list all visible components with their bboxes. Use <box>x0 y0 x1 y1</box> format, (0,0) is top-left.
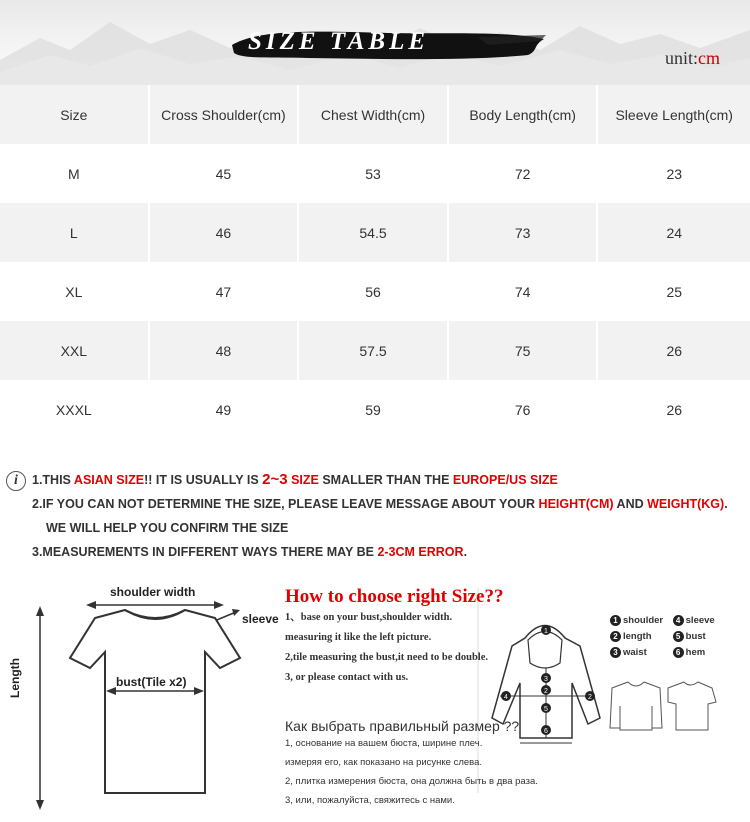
note-text: 3.MEASUREMENTS IN DIFFERENT WAYS THERE MAY BE <box>32 545 378 559</box>
table-cell: 75 <box>449 321 597 380</box>
table-cell: 25 <box>598 262 750 321</box>
note-highlight: SIZE <box>287 473 319 487</box>
svg-text:5: 5 <box>544 706 548 713</box>
column-header: Sleeve Length(cm) <box>598 85 750 144</box>
note-text: AND <box>613 497 648 511</box>
note-highlight: EUROPE/US SIZE <box>452 473 558 487</box>
legend-item <box>610 613 670 629</box>
column-header: Chest Width(cm) <box>299 85 447 144</box>
table-cell: 57.5 <box>299 321 447 380</box>
unit-label <box>665 48 720 69</box>
table-cell: XL <box>0 262 148 321</box>
legend-label: sleeve <box>685 615 715 626</box>
table-cell: 49 <box>150 380 298 439</box>
guide-ru-title: Как выбрать правильный размер ?? <box>285 718 520 734</box>
table-cell: 23 <box>598 144 750 203</box>
legend-label: length <box>623 631 652 642</box>
guide-line: 1、base on your bust,shoulder width. <box>285 612 453 623</box>
note-1 <box>6 468 746 492</box>
table-cell: 72 <box>449 144 597 203</box>
note-text: 2.IF YOU CAN NOT DETERMINE THE SIZE, PLEASE LEAVE MESSAGE ABOUT YOUR <box>32 497 539 511</box>
legend-label: waist <box>623 647 647 658</box>
note-highlight: 2~3 <box>262 471 288 488</box>
legend-item <box>610 645 670 661</box>
legend-label: bust <box>685 631 706 642</box>
note-text: SMALLER THAN THE <box>318 473 453 487</box>
column-header: Cross Shoulder(cm) <box>150 85 298 144</box>
table-cell: 24 <box>598 203 750 262</box>
svg-text:1: 1 <box>544 628 548 635</box>
note-text: . <box>724 497 728 511</box>
guide-line: measuring it like the left picture. <box>285 632 432 643</box>
note-highlight: WEIGHT(KG) <box>647 497 725 511</box>
legend-number: 1 <box>610 615 621 626</box>
svg-text:6: 6 <box>544 728 548 735</box>
table-cell: 73 <box>449 203 597 262</box>
guide-line: 2,tile measuring the bust,it need to be double. <box>285 652 489 663</box>
table-cell: 47 <box>150 262 298 321</box>
measurement-diagram <box>0 578 750 822</box>
length-label: Length <box>8 658 22 698</box>
table-cell: 56 <box>299 262 447 321</box>
note-highlight: HEIGHT(CM) <box>538 497 614 511</box>
svg-text:2: 2 <box>544 688 548 695</box>
note-highlight: 2-3CM ERROR <box>377 545 464 559</box>
table-cell: 76 <box>449 380 597 439</box>
legend-number: 6 <box>673 647 684 658</box>
size-notes <box>6 468 746 564</box>
note-highlight: ASIAN SIZE <box>73 473 145 487</box>
column-header: Size <box>0 85 148 144</box>
table-cell: XXL <box>0 321 148 380</box>
table-cell: M <box>0 144 148 203</box>
table-cell: 54.5 <box>299 203 447 262</box>
note-2 <box>6 492 746 516</box>
legend-label: hem <box>685 647 706 658</box>
legend-number: 5 <box>673 631 684 642</box>
unit-value: cm <box>698 48 720 68</box>
legend-number: 4 <box>673 615 684 626</box>
legend-item <box>673 613 733 629</box>
header-banner <box>0 0 750 85</box>
table-cell: 74 <box>449 262 597 321</box>
table-cell: L <box>0 203 148 262</box>
table-cell: 45 <box>150 144 298 203</box>
size-guide-text <box>285 586 538 810</box>
note-2-line-2: WE WILL HELP YOU CONFIRM THE SIZE <box>46 521 289 535</box>
table-cell: 48 <box>150 321 298 380</box>
column-header: Body Length(cm) <box>449 85 597 144</box>
table-row <box>0 144 750 203</box>
guide-ru-line: 3, или, пожалуйста, свяжитесь с нами. <box>285 795 455 806</box>
table-header-row <box>0 85 750 144</box>
sleeve-label: sleeve <box>242 612 279 626</box>
note-text: . <box>463 545 468 559</box>
legend-number: 2 <box>610 631 621 642</box>
guide-ru-line: измеряя его, как показано на рисунке слева. <box>285 757 483 768</box>
shoulder-width-label: shoulder width <box>110 585 196 599</box>
svg-text:2: 2 <box>588 694 592 701</box>
guide-line: 3, or please contact with us. <box>285 672 409 683</box>
legend-label: shoulder <box>623 615 664 626</box>
table-row <box>0 203 750 262</box>
table-cell: 26 <box>598 380 750 439</box>
legend-item <box>673 629 733 645</box>
unit-prefix: unit: <box>664 48 698 68</box>
guide-title: How to choose right Size?? <box>285 586 504 607</box>
legend-item <box>610 629 670 645</box>
table-cell: 53 <box>299 144 447 203</box>
measurement-legend <box>610 613 733 661</box>
svg-text:4: 4 <box>504 694 508 701</box>
table-cell: 59 <box>299 380 447 439</box>
guide-ru-line: 2, плитка измерения бюста, она должна быть в два раза. <box>285 776 538 787</box>
guide-ru-line: 1, основание на вашем бюста, ширине плеч. <box>285 738 483 749</box>
table-row <box>0 380 750 439</box>
table-row <box>0 262 750 321</box>
note-text: 1.THIS <box>32 473 74 487</box>
bust-label: bust(Tile x2) <box>116 675 187 689</box>
note-3 <box>6 540 746 564</box>
size-table <box>0 85 750 439</box>
info-icon: i <box>6 471 26 491</box>
table-cell: 46 <box>150 203 298 262</box>
note-text: !! IT IS USUALLY IS <box>144 473 263 487</box>
legend-item <box>673 645 733 661</box>
table-cell: XXXL <box>0 380 148 439</box>
page-title: SIZE TABLE <box>248 28 430 55</box>
table-row <box>0 321 750 380</box>
svg-text:3: 3 <box>544 676 548 683</box>
table-cell: 26 <box>598 321 750 380</box>
legend-number: 3 <box>610 647 621 658</box>
